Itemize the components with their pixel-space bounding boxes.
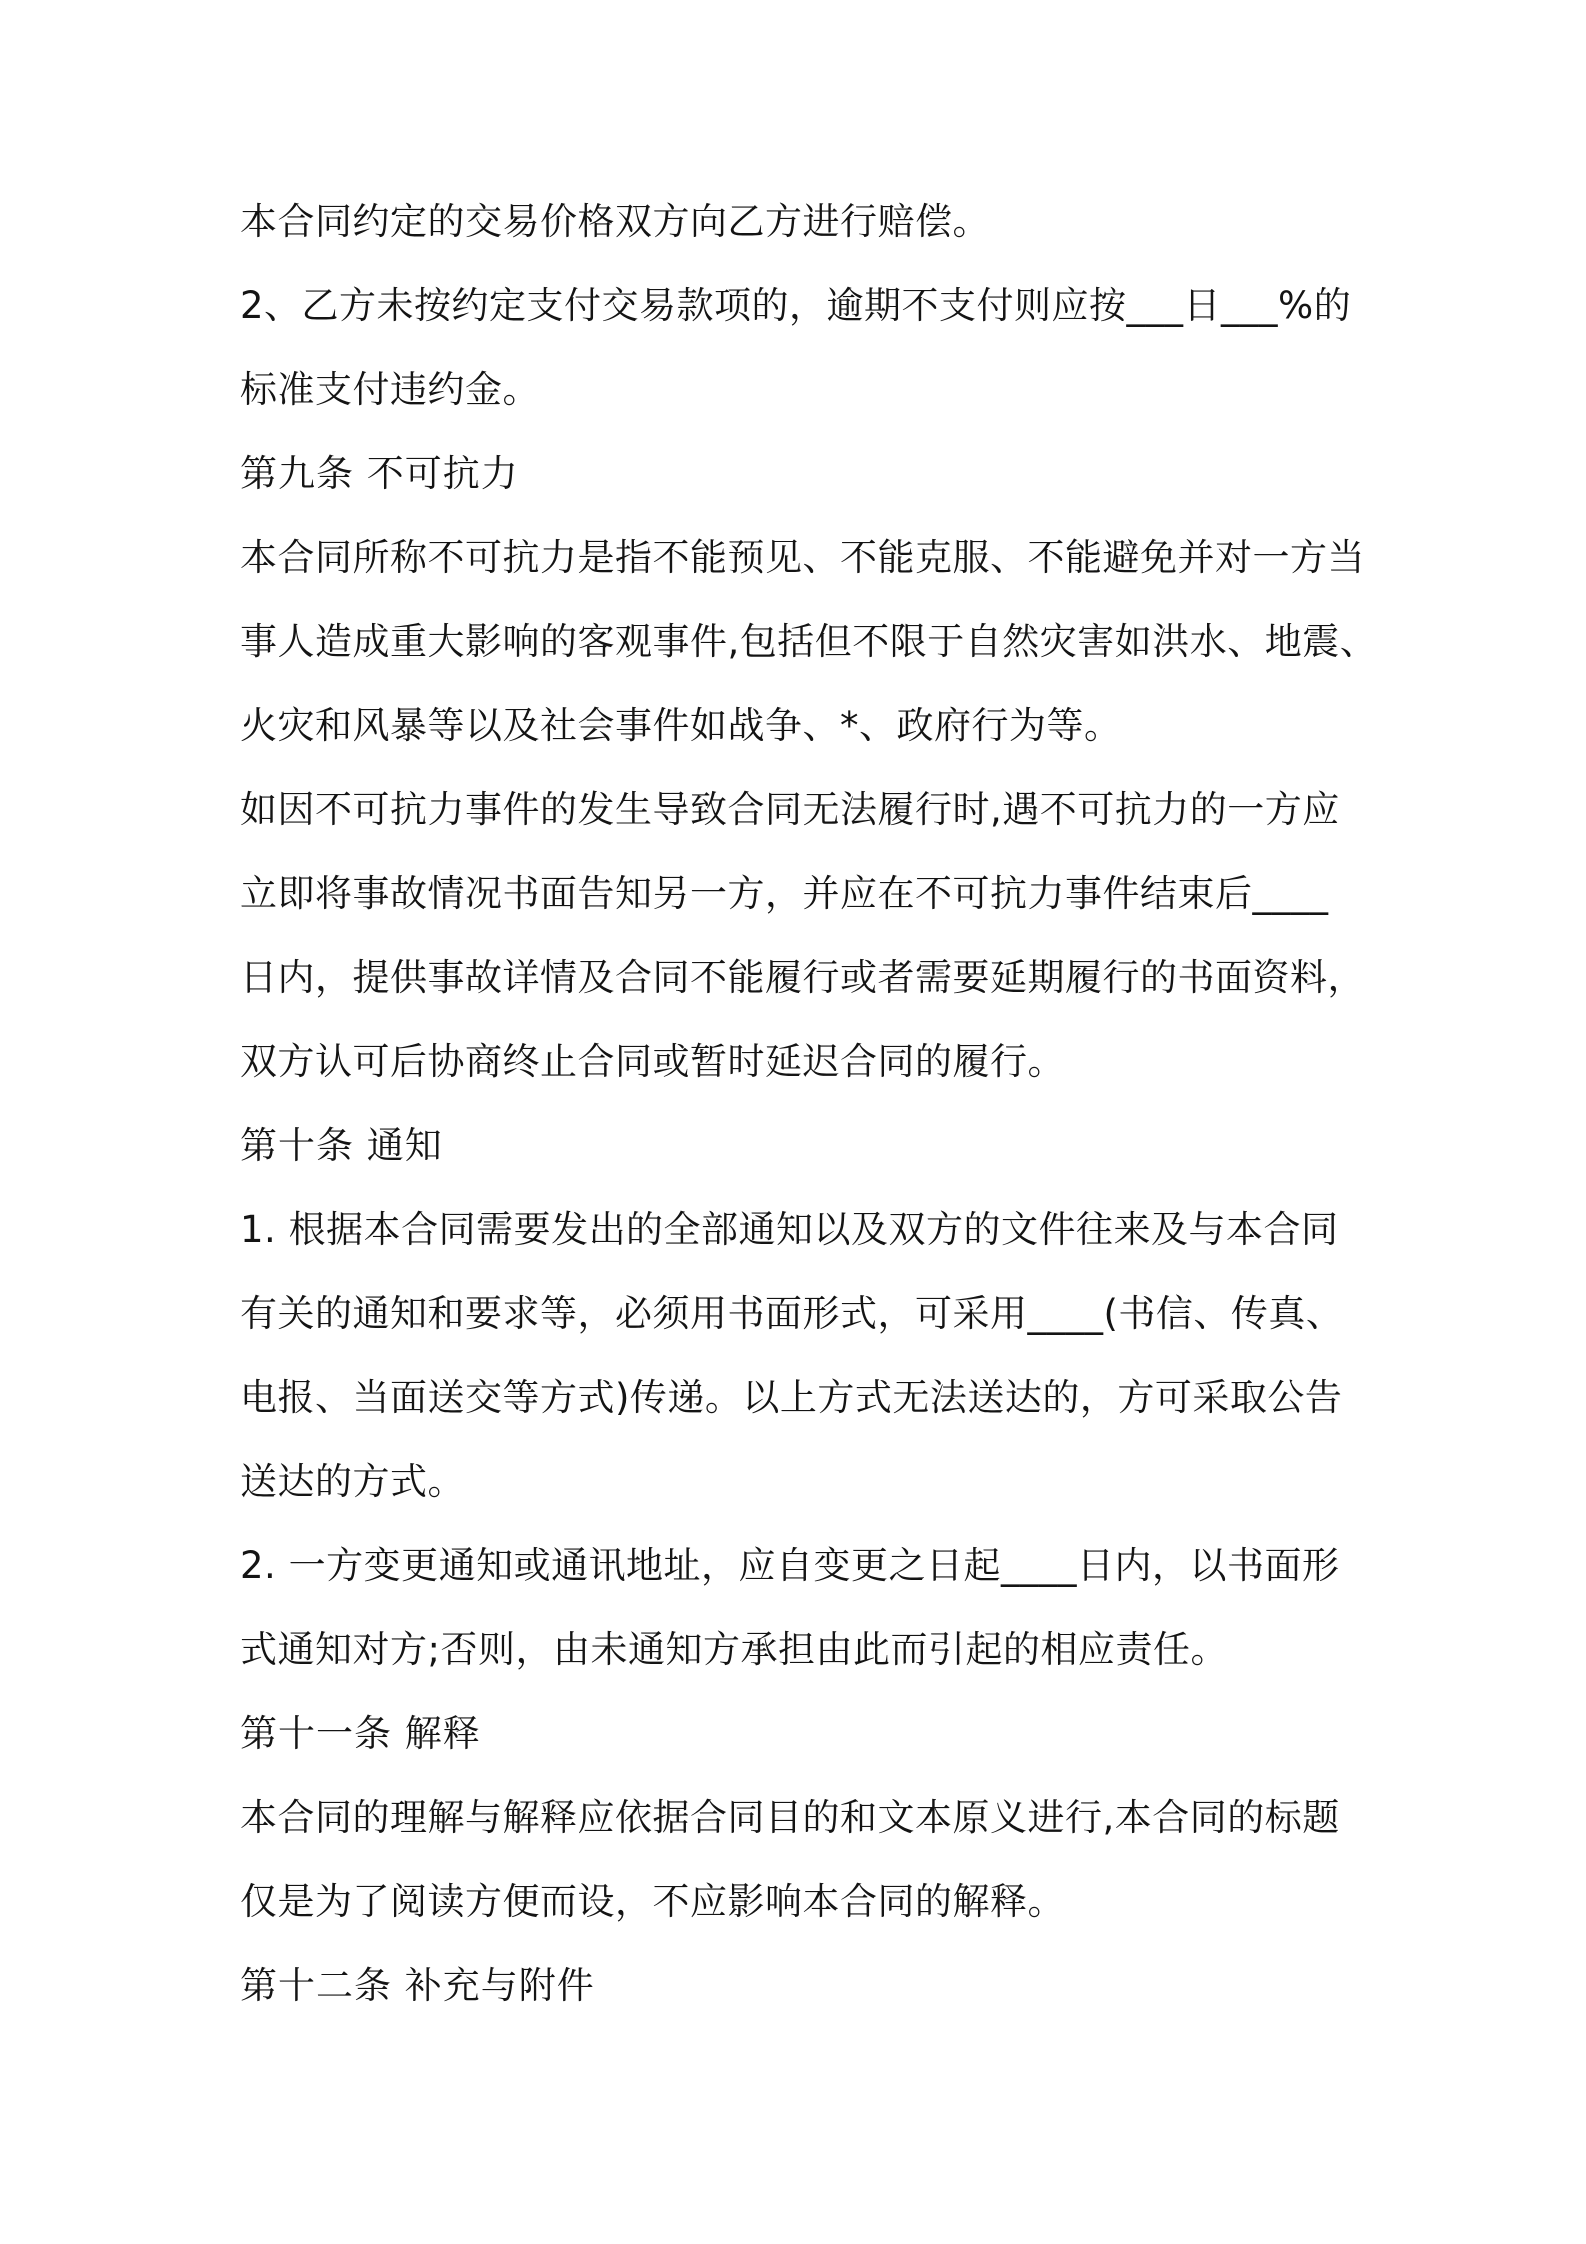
text-line: 式通知对方;否则，由未通知方承担由此而引起的相应责任。 — [240, 1628, 1228, 1671]
text-line: 本合同所称不可抗力是指不能预见、不能克服、不能避免并对一方当 — [240, 536, 1365, 579]
text-line: 双方认可后协商终止合同或暂时延迟合同的履行。 — [240, 1040, 1065, 1083]
section-heading-9: 第九条 不可抗力 — [240, 452, 519, 495]
text-line: 立即将事故情况书面告知另一方，并应在不可抗力事件结束后____ — [240, 872, 1329, 915]
section-heading-10: 第十条 通知 — [240, 1124, 443, 1167]
text-line: 事人造成重大影响的客观事件,包括但不限于自然灾害如洪水、地震、 — [240, 620, 1378, 663]
text-line: 本合同约定的交易价格双方向乙方进行赔偿。 — [240, 200, 990, 243]
section-heading-12: 第十二条 补充与附件 — [240, 1964, 595, 2007]
text-line: 火灾和风暴等以及社会事件如战争、*、政府行为等。 — [240, 704, 1122, 747]
text-line: 标准支付违约金。 — [240, 368, 540, 411]
text-line: 本合同的理解与解释应依据合同目的和文本原义进行,本合同的标题 — [240, 1796, 1340, 1839]
text-line: 如因不可抗力事件的发生导致合同无法履行时,遇不可抗力的一方应 — [240, 788, 1340, 831]
section-heading-11: 第十一条 解释 — [240, 1712, 481, 1755]
text-line: 1. 根据本合同需要发出的全部通知以及双方的文件往来及与本合同 — [240, 1208, 1339, 1251]
text-line: 电报、当面送交等方式)传递。以上方式无法送达的，方可采取公告 — [240, 1376, 1343, 1419]
text-line: 有关的通知和要求等，必须用书面形式，可采用____(书信、传真、 — [240, 1292, 1344, 1335]
text-line: 仅是为了阅读方便而设，不应影响本合同的解释。 — [240, 1880, 1065, 1923]
text-line: 2、乙方未按约定支付交易款项的，逾期不支付则应按___日___%的 — [240, 284, 1352, 327]
text-line: 2. 一方变更通知或通讯地址，应自变更之日起____日内，以书面形 — [240, 1544, 1340, 1587]
text-line: 送达的方式。 — [240, 1460, 465, 1503]
text-line: 日内，提供事故详情及合同不能履行或者需要延期履行的书面资料， — [240, 956, 1365, 999]
